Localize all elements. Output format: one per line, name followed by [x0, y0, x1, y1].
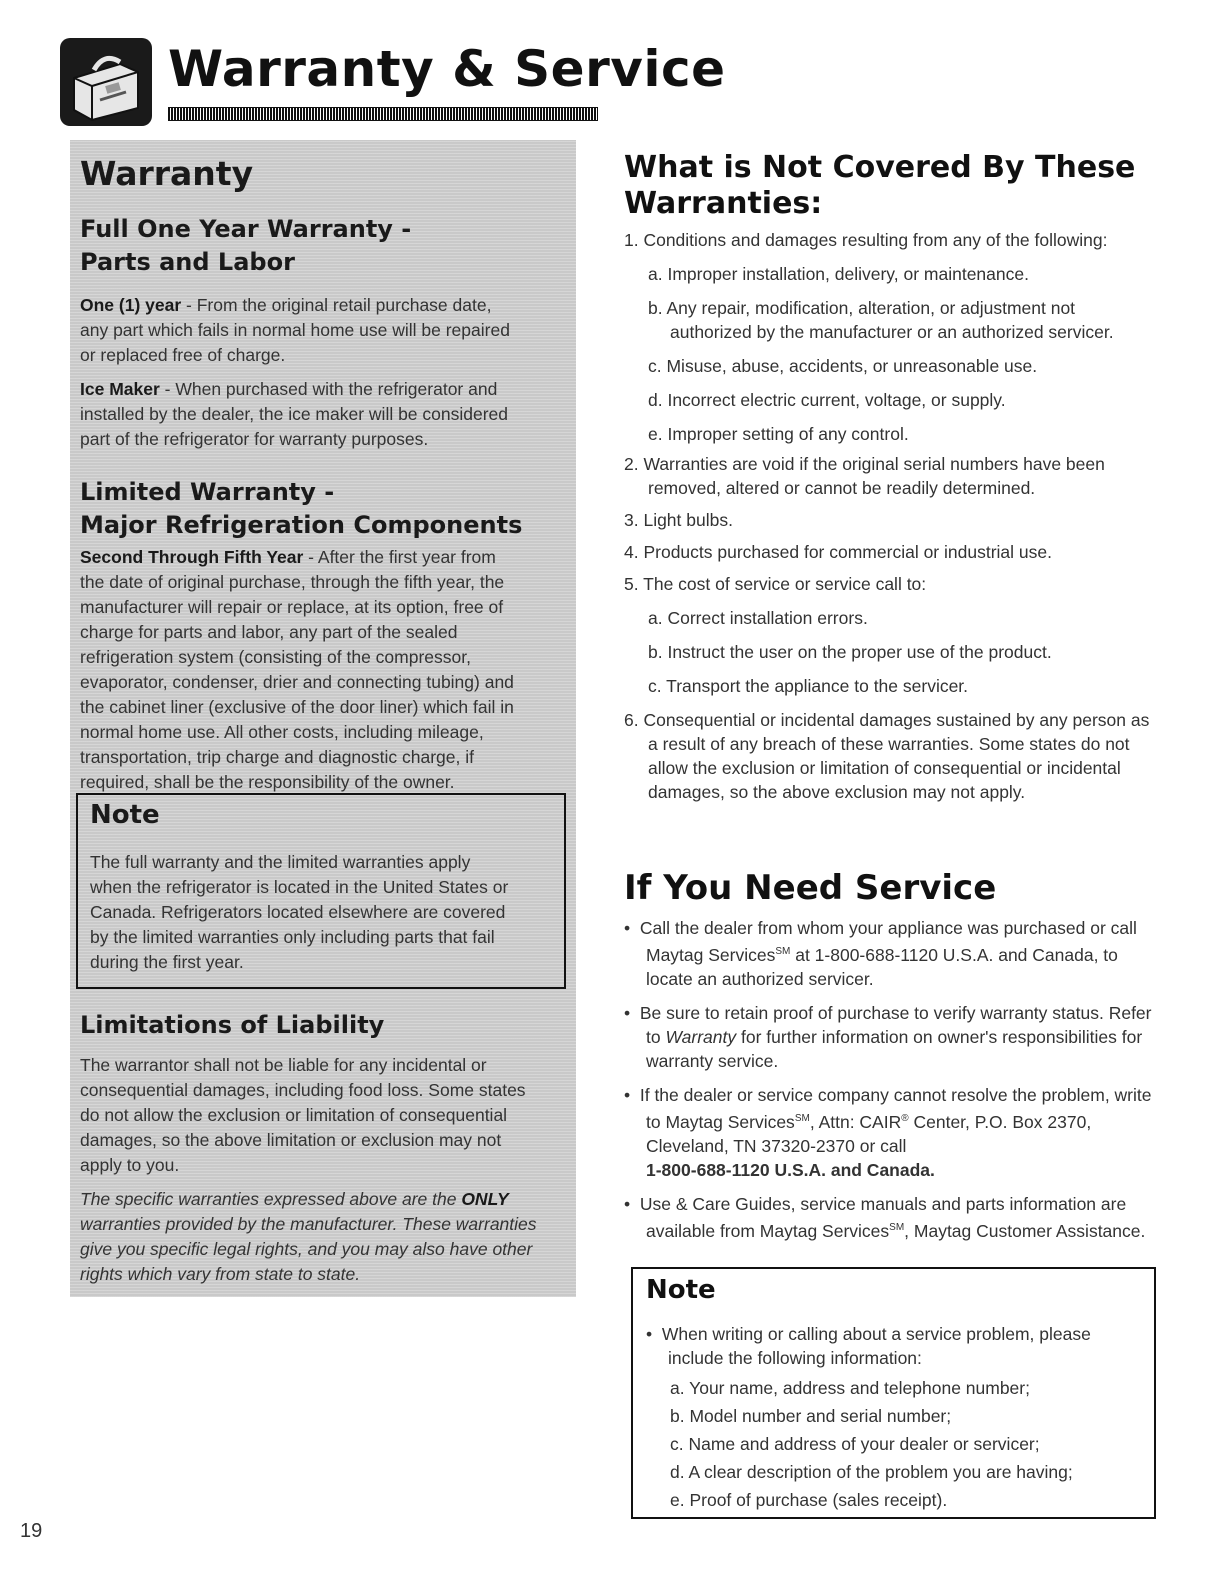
limitations-heading: Limitations of Liability [80, 1011, 385, 1039]
list-item: c. Misuse, abuse, accidents, or unreasonable use. [648, 356, 1038, 376]
service-bullets [624, 916, 1154, 1242]
warranty-reference: Warranty [665, 1026, 737, 1047]
ice-maker-lead: Ice Maker [80, 379, 160, 399]
list-item: 1. Conditions and damages resulting from any of the following: [624, 230, 1108, 250]
list-item: • Call the dealer from whom your appliance was purchased or call Maytag Services℠ at 1-800-688-1120 U.S.A. and Canada, to locate an authorized servicer. [624, 918, 1137, 989]
specific-warranties-paragraph: The specific warranties expressed above are the ONLY warranties provided by the manufacturer. These warranties give you specific legal rights, and you may also have other rights which vary from state to state. [80, 1189, 537, 1284]
not-covered-heading-line2: Warranties: [624, 186, 823, 221]
list-item: • If the dealer or service company cannot resolve the problem, write to Maytag Services℠, Attn: CAIR® Center, P.O. Box 2370, Cleveland, TN 37320-2370 or call 1-800-688-1120 U.S.A. and Canada. [624, 1084, 1152, 1180]
note-title-left: Note [90, 800, 160, 830]
list-item: c. Transport the appliance to the servicer. [648, 676, 969, 696]
list-item: a. Improper installation, delivery, or maintenance. [648, 264, 1029, 284]
list-item: 5. The cost of service or service call to: [624, 574, 927, 594]
list-item: • When writing or calling about a service problem, please include the following information: [646, 1324, 1091, 1368]
list-item: e. Proof of purchase (sales receipt). [670, 1490, 948, 1510]
list-item: • Be sure to retain proof of purchase to verify warranty status. Refer to Warranty for further information on owner's responsibilities for warranty service. [624, 1002, 1152, 1071]
note-title-right: Note [646, 1275, 716, 1305]
note-text-left: The full warranty and the limited warranties apply when the refrigerator is located in the United States or Canada. Refrigerators located elsewhere are covered by the limited warranties only including parts that fail during the first year. [90, 852, 509, 972]
not-covered-list [624, 228, 1154, 804]
list-item: c. Name and address of your dealer or servicer; [670, 1434, 1040, 1454]
toolbox-icon [60, 38, 152, 126]
service-heading: If You Need Service [624, 868, 997, 908]
list-item: d. A clear description of the problem you are having; [670, 1462, 1073, 1482]
one-year-paragraph: One (1) year - From the original retail purchase date, any part which fails in normal home use will be repaired or replaced free of charge. [80, 295, 510, 365]
ice-maker-paragraph: Ice Maker - When purchased with the refrigerator and installed by the dealer, the ice maker will be considered part of the refrigerator for warranty purposes. [80, 379, 509, 449]
liability-paragraph: The warrantor shall not be liable for any incidental or consequential damages, including food loss. Some states do not allow the exclusion or limitation of consequential damages, so the above limitation or exclusion may not apply to you. [80, 1055, 526, 1175]
service-phone-number: 1-800-688-1120 U.S.A. and Canada. [646, 1159, 935, 1180]
page-number: 19 [20, 1520, 43, 1542]
list-item: 4. Products purchased for commercial or industrial use. [624, 542, 1052, 562]
list-item: b. Instruct the user on the proper use of the product. [648, 642, 1052, 662]
list-item: • Use & Care Guides, service manuals and parts information are available from Maytag Services℠, Maytag Customer Assistance. [624, 1193, 1146, 1241]
list-item: 3. Light bulbs. [624, 510, 733, 530]
one-year-lead: One (1) year [80, 295, 182, 315]
page-title: Warranty & Service [168, 40, 726, 98]
list-item: e. Improper setting of any control. [648, 424, 909, 444]
full-warranty-heading-line1: Full One Year Warranty - [80, 215, 412, 243]
not-covered-heading-line1: What is Not Covered By These [624, 150, 1136, 185]
list-item: b. Model number and serial number; [670, 1406, 952, 1426]
full-warranty-heading-line2: Parts and Labor [80, 248, 295, 276]
list-item: b. Any repair, modification, alteration, or adjustment not authorized by the manufacturer or an authorized servicer. [648, 298, 1114, 342]
second-through-fifth-paragraph: Second Through Fifth Year - After the first year from the date of original purchase, through the fifth year, the manufacturer will repair or replace, at its option, free of charge for parts and labor, any part of the sealed refrigeration system (consisting of the compressor, evaporator, condenser, drier and connecting tubing) and the cabinet liner (exclusive of the door liner) which fail in normal home use. All other costs, including mileage, transportation, trip charge and diagnostic charge, if required, shall be the responsibility of the owner. [80, 547, 514, 792]
warranty-heading: Warranty [80, 154, 254, 193]
list-item: d. Incorrect electric current, voltage, or supply. [648, 390, 1006, 410]
list-item: a. Correct installation errors. [648, 608, 868, 628]
list-item: 6. Consequential or incidental damages sustained by any person as a result of any breach of these warranties. Some states do not allow the exclusion or limitation of consequential or incidental damages, so the above exclusion may not apply. [624, 710, 1150, 802]
limited-warranty-heading-line1: Limited Warranty - [80, 478, 335, 506]
limited-warranty-heading-line2: Major Refrigeration Components [80, 511, 523, 539]
only-emphasis: ONLY [461, 1189, 509, 1209]
title-underline [168, 107, 598, 121]
note-text-right [646, 1322, 1146, 1512]
list-item: 2. Warranties are void if the original serial numbers have been removed, altered or cannot be readily determined. [624, 454, 1105, 498]
list-item: a. Your name, address and telephone number; [670, 1378, 1030, 1398]
second-year-lead: Second Through Fifth Year [80, 547, 304, 567]
